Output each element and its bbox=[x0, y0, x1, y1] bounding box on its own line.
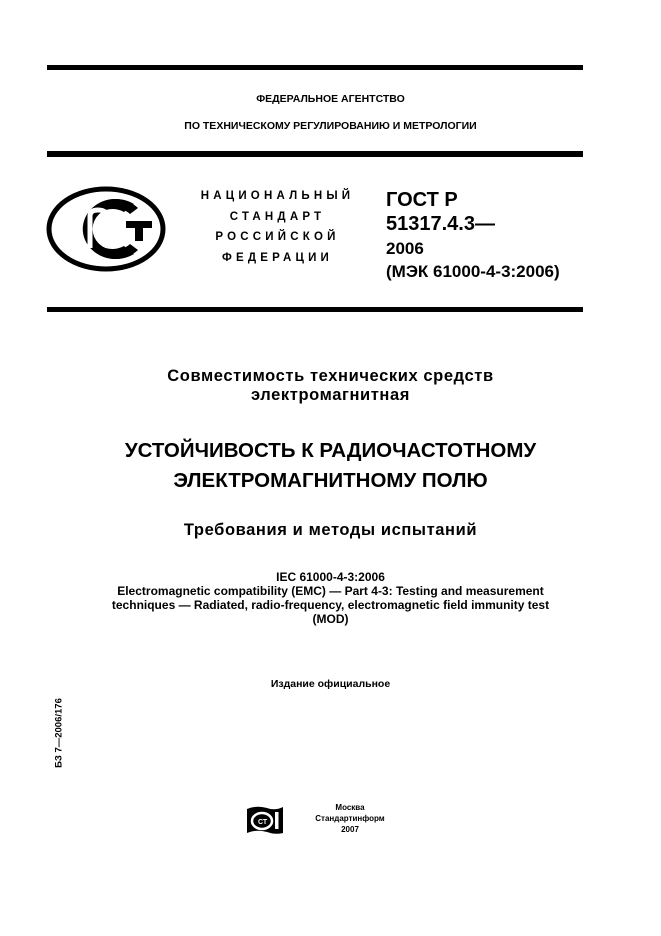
designation-line2: 51317.4.3— bbox=[386, 213, 495, 235]
gost-r-logo-icon bbox=[46, 186, 166, 272]
group-title-line1: Совместимость технических средств bbox=[167, 367, 494, 385]
iec-line3: techniques — Radiated, radio-frequency, electromagnetic field immunity test bbox=[111, 598, 550, 612]
publisher-city: Москва bbox=[335, 803, 365, 812]
group-title-line2: электромагнитная bbox=[250, 386, 411, 404]
standartinform-logo-icon bbox=[245, 805, 285, 835]
main-title-line1: УСТОЙЧИВОСТЬ К РАДИОЧАСТОТНОМУ bbox=[124, 439, 537, 462]
iec-reference bbox=[0, 570, 661, 626]
national-standard-line: СТАНДАРТ bbox=[229, 210, 326, 223]
iec-line2: Electromagnetic compatibility (EMC) — Part 4-3: Testing and measurement bbox=[117, 584, 544, 598]
side-code-text: БЗ 7—2006/176 bbox=[53, 698, 65, 768]
svg-text:СТ: СТ bbox=[258, 819, 268, 826]
designation-line4: (МЭК 61000-4-3:2006) bbox=[386, 262, 560, 281]
publisher-year: 2007 bbox=[341, 825, 359, 834]
subtitle: Требования и методы испытаний bbox=[183, 521, 478, 539]
national-standard-line: НАЦИОНАЛЬНЫЙ bbox=[200, 190, 355, 202]
standard-designation bbox=[386, 188, 560, 283]
iec-line4: (MOD) bbox=[312, 612, 349, 626]
national-standard-line: РОССИЙСКОЙ bbox=[215, 231, 340, 243]
side-code bbox=[52, 690, 66, 776]
publisher-name: Стандартинформ bbox=[315, 814, 385, 823]
header-bottom-rule bbox=[47, 151, 583, 157]
standard-block-bottom-rule bbox=[47, 307, 583, 312]
agency-name-line1: ФЕДЕРАЛЬНОЕ АГЕНТСТВО bbox=[256, 93, 405, 105]
designation-line3: 2006 bbox=[386, 239, 424, 258]
top-rule bbox=[47, 65, 583, 70]
main-title bbox=[0, 436, 661, 496]
iec-line1: IEC 61000-4-3:2006 bbox=[276, 570, 385, 584]
national-standard-label bbox=[190, 186, 365, 268]
official-edition-label: Издание официальное bbox=[270, 678, 391, 690]
publisher-info bbox=[300, 802, 400, 835]
national-standard-line: ФЕДЕРАЦИИ bbox=[221, 251, 334, 264]
main-title-line2: ЭЛЕКТРОМАГНИТНОМУ ПОЛЮ bbox=[173, 469, 488, 492]
agency-name-line2: ПО ТЕХНИЧЕСКОМУ РЕГУЛИРОВАНИЮ И МЕТРОЛОГИИ bbox=[184, 120, 477, 132]
designation-line1: ГОСТ Р bbox=[386, 189, 458, 211]
group-title bbox=[0, 367, 661, 405]
